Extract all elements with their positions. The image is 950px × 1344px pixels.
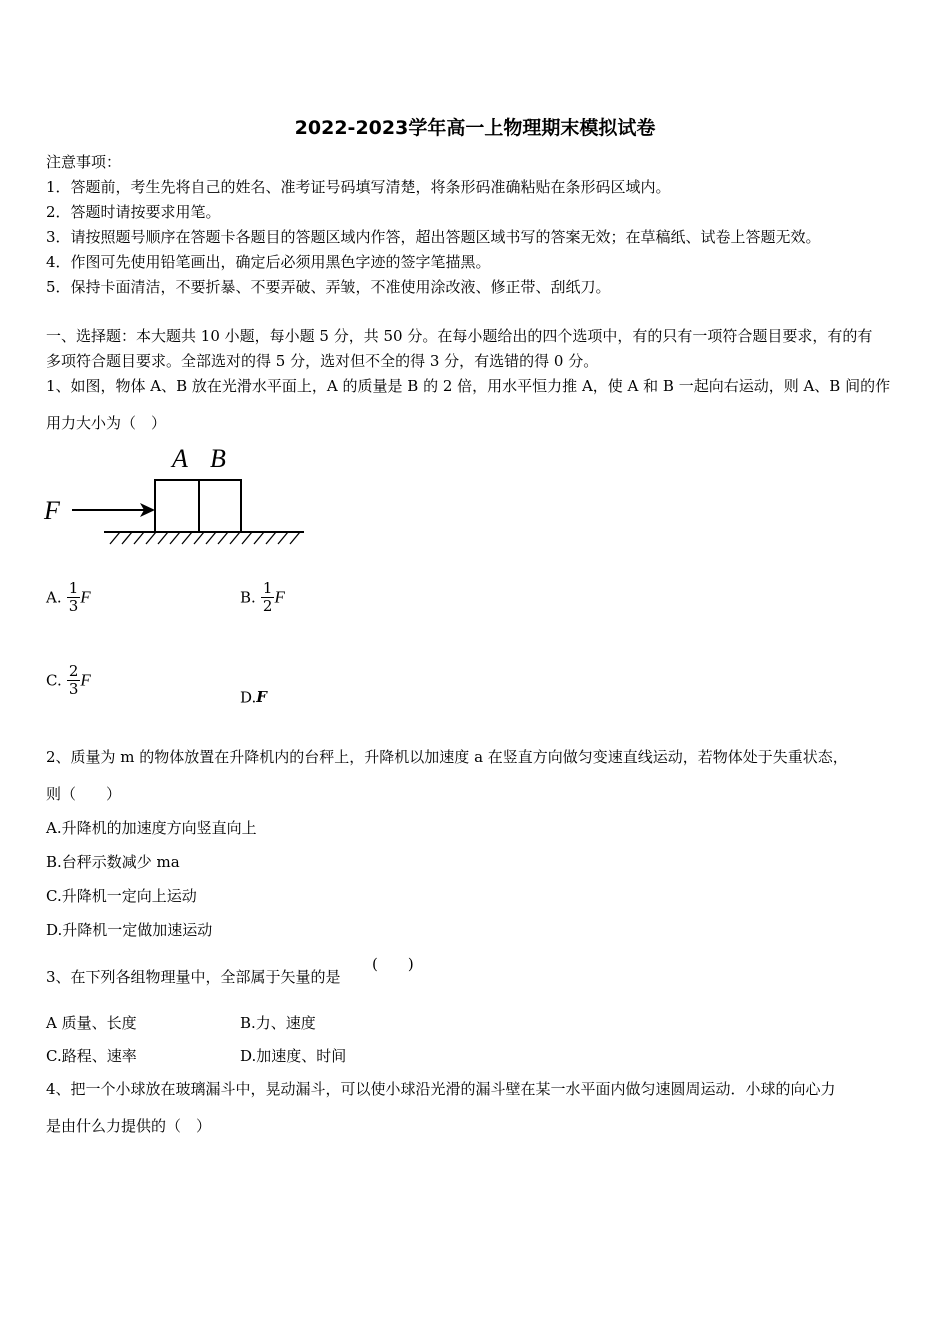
q2-stem: 2、质量为 m 的物体放置在升降机内的台秤上，升降机以加速度 a 在竖直方向做匀变速直线运动，若物体处于失重状态， bbox=[46, 748, 848, 766]
q1-option-d[interactable]: D.F bbox=[240, 688, 267, 707]
block-a bbox=[155, 480, 199, 532]
q3-option-d[interactable]: D.加速度、时间 bbox=[240, 1047, 347, 1065]
notes-item: 5．保持卡面清洁，不要折暴、不要弄破、弄皱，不准使用涂改液、修正带、刮纸刀。 bbox=[46, 278, 611, 296]
notes-heading: 注意事项： bbox=[46, 153, 122, 171]
notes-item: 1．答题前，考生先将自己的姓名、准考证号码填写清楚，将条形码准确粘贴在条形码区域内。 bbox=[46, 178, 671, 196]
q2-option-a[interactable]: A.升降机的加速度方向竖直向上 bbox=[46, 819, 257, 837]
q3-paren: ( ) bbox=[372, 955, 414, 973]
fraction: $\frac{1}{3}$ bbox=[68, 579, 79, 615]
q3-option-c[interactable]: C.路程、速率 bbox=[46, 1047, 137, 1065]
notes-item: 3．请按照题号顺序在答题卡各题目的答题区域内作答，超出答题区域书写的答案无效；在草稿纸、试卷上答题无效。 bbox=[46, 228, 821, 246]
section-intro: 多项符合题目要求。全部选对的得 5 分，选对但不全的得 3 分，有选错的得 0 分。 bbox=[46, 352, 599, 370]
block-b-label: B bbox=[210, 444, 226, 473]
q1-stem: 用力大小为（ ） bbox=[46, 414, 167, 432]
q1-option-b[interactable]: B. $\frac{1}{2}$ F bbox=[240, 579, 285, 615]
q3-option-a[interactable]: A 质量、长度 bbox=[46, 1014, 137, 1032]
ground-hatching bbox=[110, 532, 300, 544]
q1-figure bbox=[40, 440, 310, 550]
fraction: $\frac{1}{2}$ bbox=[262, 579, 273, 615]
page-title: 2022-2023学年高一上物理期末模拟试卷 bbox=[294, 117, 656, 139]
q2-option-b[interactable]: B.台秤示数减少 ma bbox=[46, 853, 180, 871]
fraction: $\frac{2}{3}$ bbox=[68, 662, 79, 698]
force-label: F bbox=[44, 496, 60, 525]
q2-stem: 则（ ） bbox=[46, 785, 122, 803]
block-b bbox=[199, 480, 241, 532]
q3-stem: 3、在下列各组物理量中，全部属于矢量的是 bbox=[46, 968, 341, 986]
q1-option-a[interactable]: A. $\frac{1}{3}$ F bbox=[46, 579, 91, 615]
q1-stem: 1、如图，物体 A、B 放在光滑水平面上，A 的质量是 B 的 2 倍，用水平恒力推 A，使 A 和 B 一起向右运动，则 A、B 间的作 bbox=[46, 377, 891, 395]
block-a-label: A bbox=[172, 444, 188, 473]
notes-item: 4．作图可先使用铅笔画出，确定后必须用黑色字迹的签字笔描黑。 bbox=[46, 253, 491, 271]
q4-stem: 4、把一个小球放在玻璃漏斗中，晃动漏斗，可以使小球沿光滑的漏斗壁在某一水平面内做匀速圆周运动．小球的向心力 bbox=[46, 1080, 836, 1098]
q1-option-c[interactable]: C. $\frac{2}{3}$ F bbox=[46, 662, 91, 698]
section-intro: 一、选择题：本大题共 10 小题，每小题 5 分，共 50 分。在每小题给出的四个选项中，有的只有一项符合题目要求，有的有 bbox=[46, 327, 873, 345]
q3-option-b[interactable]: B.力、速度 bbox=[240, 1014, 316, 1032]
q4-stem: 是由什么力提供的（ ） bbox=[46, 1117, 212, 1135]
notes-item: 2．答题时请按要求用笔。 bbox=[46, 203, 221, 221]
q2-option-d[interactable]: D.升降机一定做加速运动 bbox=[46, 921, 213, 939]
q2-option-c[interactable]: C.升降机一定向上运动 bbox=[46, 887, 197, 905]
